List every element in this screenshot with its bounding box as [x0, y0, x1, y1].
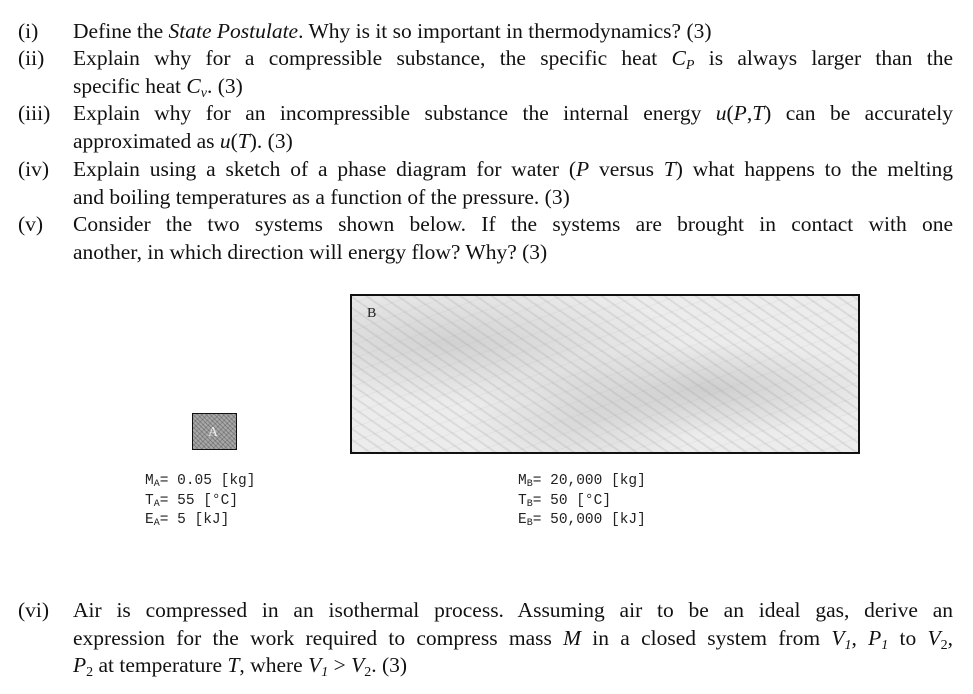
question-text	[73, 100, 953, 155]
property-row: $M_B= 20,000$ [kg]	[518, 473, 646, 490]
text-run: V	[927, 625, 941, 650]
text-run: to	[888, 625, 928, 650]
question-number: (i)	[18, 19, 39, 43]
property-row: $T_B= 50$ [°C]	[518, 492, 612, 510]
text-run: C	[671, 46, 686, 70]
text-run: 2	[364, 665, 372, 680]
text-run: is always larger than the	[694, 46, 953, 70]
text-run: M	[563, 625, 582, 650]
text-run: 2	[940, 637, 948, 653]
text-run: P	[733, 101, 747, 125]
text-run: another, in which direction will energy flow? Why? (3)	[73, 239, 548, 264]
text-run: T	[237, 128, 250, 153]
question-line	[73, 18, 953, 46]
question-line	[73, 184, 953, 212]
text-run: ,	[746, 101, 753, 125]
text-run: v	[200, 85, 207, 101]
question-text	[73, 597, 953, 680]
question-line	[73, 100, 953, 128]
text-run: at temperature	[93, 653, 228, 677]
text-run: Define the	[73, 19, 169, 43]
text-run: T	[663, 157, 676, 181]
text-run: Explain why for a compressible substance, the specific heat	[73, 46, 672, 70]
property-row: $M_A= 0.05$ [kg]	[145, 473, 256, 490]
text-run: ). (3)	[249, 128, 293, 153]
question-text	[73, 156, 953, 211]
text-run: ,	[851, 625, 869, 650]
text-run: u	[715, 101, 727, 125]
text-run: and boiling temperatures as a function of the pressure. (3)	[73, 184, 570, 209]
text-run: . (3)	[206, 73, 243, 98]
text-run: Consider the two systems shown below. If the systems are brought in contact with one	[73, 212, 953, 236]
question-text	[73, 211, 953, 266]
question-number: (iv)	[18, 157, 50, 181]
text-run: 1	[881, 637, 889, 653]
question-number: (iii)	[18, 101, 51, 125]
property-row: $E_A= 5$ [kJ]	[145, 512, 230, 529]
text-run: , where	[239, 653, 309, 677]
system-a-label: A	[208, 425, 219, 440]
text-run: Air is compressed in an isothermal process. Assuming air to be an ideal gas, derive an	[73, 598, 953, 622]
text-run: ,	[947, 625, 953, 650]
question-line	[73, 73, 953, 101]
text-run: P	[576, 157, 590, 181]
property-row: $E_B= 50,000$ [kJ]	[518, 512, 646, 529]
text-run: (	[726, 101, 734, 125]
text-run: State Postulate	[168, 19, 299, 43]
text-run: expression for the work required to compress mass	[73, 625, 564, 650]
system-b-label: B	[367, 306, 377, 321]
text-run: approximated as	[73, 128, 220, 153]
text-run: u	[219, 128, 231, 153]
text-run: P	[685, 58, 695, 73]
text-run: versus	[589, 157, 664, 181]
text-run: ) can be accurately	[764, 101, 953, 125]
text-run: 2	[86, 665, 94, 680]
text-run: ) what happens to the melting	[675, 157, 953, 181]
question-line	[73, 45, 953, 73]
text-run: T	[752, 101, 765, 125]
question-number: (v)	[18, 212, 44, 236]
question-line	[73, 211, 953, 239]
text-run: . Why is it so important in thermodynamics? (3)	[298, 19, 712, 43]
system-a-box	[192, 413, 237, 450]
question-number: (ii)	[18, 46, 45, 70]
system-b-properties	[518, 472, 646, 531]
text-run: specific heat	[73, 73, 187, 98]
system-a-properties	[145, 472, 255, 531]
question-line	[73, 239, 953, 267]
text-run: C	[186, 73, 201, 98]
text-run: in a closed system from	[581, 625, 832, 650]
question-line	[73, 128, 953, 156]
question-line	[73, 652, 953, 680]
question-line	[73, 597, 953, 625]
text-run: V	[351, 653, 365, 677]
text-run: V	[831, 625, 845, 650]
text-run: >	[328, 653, 352, 677]
text-run: Explain why for an incompressible substance the internal energy	[73, 101, 716, 125]
text-run: T	[227, 653, 240, 677]
text-run: 1	[321, 665, 329, 680]
text-run: Explain using a sketch of a phase diagram for water (	[73, 157, 577, 181]
text-run: 1	[844, 637, 852, 653]
question-text	[73, 45, 953, 100]
property-row: $T_A= 55$ [°C]	[145, 492, 239, 510]
text-run: (	[230, 128, 238, 153]
text-run: P	[73, 653, 87, 677]
text-run: V	[308, 653, 322, 677]
system-b-box	[350, 294, 860, 454]
question-text	[73, 18, 953, 46]
question-number: (vi)	[18, 598, 50, 622]
text-run: . (3)	[371, 653, 408, 677]
question-line	[73, 625, 953, 653]
question-line	[73, 156, 953, 184]
text-run: P	[868, 625, 882, 650]
